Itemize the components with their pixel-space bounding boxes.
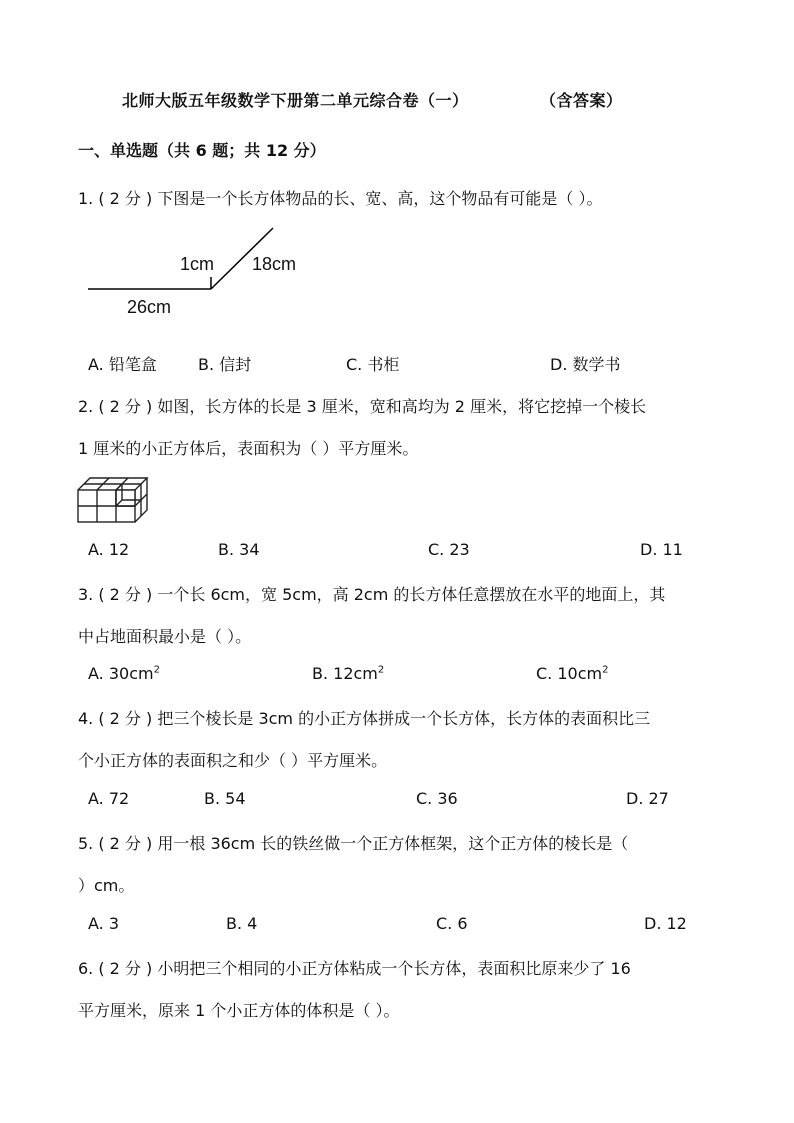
question-2-line2: 1 厘米的小正方体后，表面积为（ ）平方厘米。 (78, 439, 419, 458)
q1-option-a[interactable]: A. 铅笔盒 (88, 355, 157, 374)
question-3-line2: 中占地面积最小是（ ）。 (78, 627, 252, 646)
q5-option-b[interactable]: B. 4 (226, 914, 258, 933)
q3-option-a[interactable]: A. $30cm^2$ (88, 664, 160, 683)
page-title: 北师大版五年级数学下册第二单元综合卷（一） (122, 91, 469, 110)
q1-option-b[interactable]: B. 信封 (198, 355, 252, 374)
question-5-line1: 5. ( 2 分 ) 用一根 36cm 长的铁丝做一个正方体框架，这个正方体的棱长是（ (78, 834, 629, 853)
figure-label-width: 18cm (252, 254, 297, 274)
q2-option-b[interactable]: B. 34 (218, 540, 260, 559)
figure-label-height: 1cm (180, 254, 215, 274)
question-4-line2: 个小正方体的表面积之和少（ ）平方厘米。 (78, 751, 388, 770)
question-5-line2: ）cm。 (78, 876, 135, 895)
q2-option-a[interactable]: A. 12 (88, 540, 130, 559)
q2-option-d[interactable]: D. 11 (640, 540, 683, 559)
section-heading: 一、单选题（共 6 题；共 12 分） (78, 141, 326, 160)
question-6-line1: 6. ( 2 分 ) 小明把三个相同的小正方体粘成一个长方体，表面积比原来少了 16 (78, 959, 631, 978)
q5-option-d[interactable]: D. 12 (644, 914, 687, 933)
title-suffix: （含答案） (540, 91, 623, 110)
q3-option-c[interactable]: C. $10cm^2$ (536, 664, 609, 683)
question-4-line1: 4. ( 2 分 ) 把三个棱长是 3cm 的小正方体拼成一个长方体，长方体的表面积比三 (78, 709, 651, 728)
question-6-line2: 平方厘米，原来 1 个小正方体的体积是（ ）。 (78, 1001, 400, 1020)
question-1-text: 1. ( 2 分 ) 下图是一个长方体物品的长、宽、高，这个物品有可能是（ ）。 (78, 189, 603, 208)
q1-option-d[interactable]: D. 数学书 (550, 355, 621, 374)
q5-option-c[interactable]: C. 6 (436, 914, 468, 933)
question-3-line1: 3. ( 2 分 ) 一个长 6cm，宽 5cm，高 2cm 的长方体任意摆放在水平的地面上，其 (78, 585, 666, 604)
figure-label-length: 26cm (127, 297, 172, 317)
q4-option-b[interactable]: B. 54 (204, 789, 246, 808)
q4-option-c[interactable]: C. 36 (416, 789, 458, 808)
q4-option-a[interactable]: A. 72 (88, 789, 130, 808)
q5-option-a[interactable]: A. 3 (88, 914, 120, 933)
question-2-line1: 2. ( 2 分 ) 如图，长方体的长是 3 厘米，宽和高均为 2 厘米，将它挖掉一个棱长 (78, 397, 647, 416)
q2-option-c[interactable]: C. 23 (428, 540, 470, 559)
q3-option-b[interactable]: B. $12cm^2$ (312, 664, 385, 683)
question-2-figure (74, 472, 154, 526)
q1-option-c[interactable]: C. 书柜 (346, 355, 400, 374)
q4-option-d[interactable]: D. 27 (626, 789, 669, 808)
